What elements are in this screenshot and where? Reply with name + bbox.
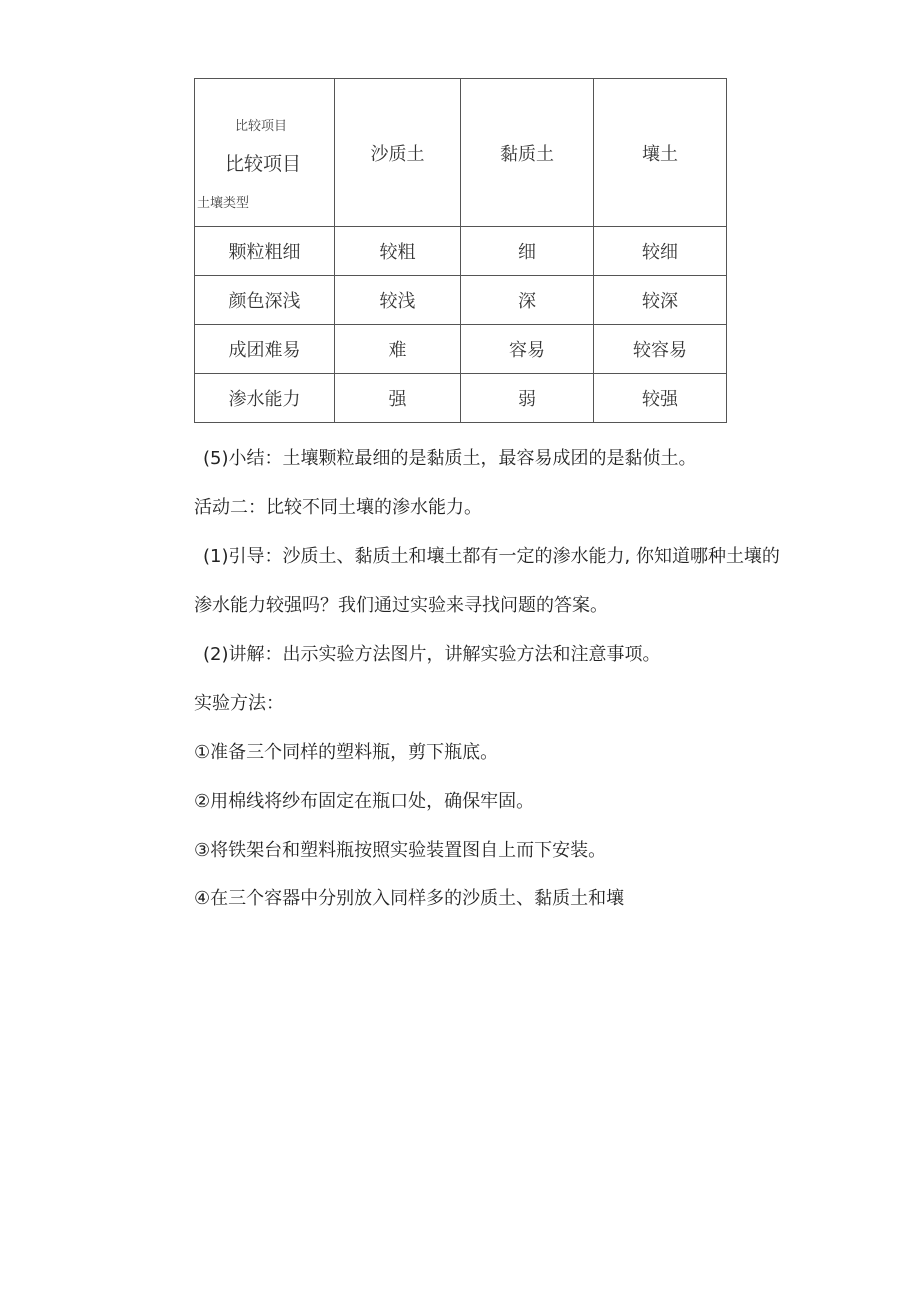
corner-label-soil-type: 土壤类型 xyxy=(197,196,250,211)
table-cell: 较容易 xyxy=(594,325,727,374)
table-row xyxy=(195,374,727,423)
table-cell: 较强 xyxy=(594,374,727,423)
method-step-2: ②用棉线将纱布固定在瓶口处，确保牢固。 xyxy=(194,791,535,812)
row-label: 渗水能力 xyxy=(195,374,335,423)
row-label: 颗粒粗细 xyxy=(195,227,335,276)
table-row xyxy=(195,227,727,276)
table-row xyxy=(195,325,727,374)
table-corner-cell xyxy=(195,79,335,227)
method-title: 实验方法： xyxy=(194,693,284,714)
column-header-sandy: 沙质土 xyxy=(335,79,461,227)
table-cell: 深 xyxy=(461,276,594,325)
row-label: 颜色深浅 xyxy=(195,276,335,325)
corner-label-small: 比较项目 xyxy=(235,119,288,134)
column-header-loam: 壤土 xyxy=(594,79,727,227)
soil-comparison-table xyxy=(194,78,727,423)
guide-paragraph-line1: (1)引导：沙质土、黏质土和壤土都有一定的渗水能力, 你知道哪种土壤的 xyxy=(203,546,780,567)
table-cell: 较细 xyxy=(594,227,727,276)
table-cell: 较浅 xyxy=(335,276,461,325)
table-row xyxy=(195,276,727,325)
table-cell: 较粗 xyxy=(335,227,461,276)
table-cell: 较深 xyxy=(594,276,727,325)
row-label: 成团难易 xyxy=(195,325,335,374)
summary-paragraph: (5)小结：土壤颗粒最细的是黏质土，最容易成团的是黏侦土。 xyxy=(203,448,697,469)
table-cell: 弱 xyxy=(461,374,594,423)
activity-two-heading: 活动二：比较不同土壤的渗水能力。 xyxy=(194,497,482,518)
table-cell: 难 xyxy=(335,325,461,374)
method-step-4: ④在三个容器中分别放入同样多的沙质土、黏质土和壤 xyxy=(194,888,625,909)
corner-label-big: 比较项目 xyxy=(225,153,302,175)
table-cell: 强 xyxy=(335,374,461,423)
guide-paragraph-line2: 渗水能力较强吗？我们通过实验来寻找问题的答案。 xyxy=(194,595,608,616)
method-step-3: ③将铁架台和塑料瓶按照实验装置图自上而下安装。 xyxy=(194,840,607,861)
column-header-clay: 黏质土 xyxy=(461,79,594,227)
method-step-1: ①准备三个同样的塑料瓶，剪下瓶底。 xyxy=(194,742,499,763)
table-header-row xyxy=(195,79,727,227)
explain-paragraph: (2)讲解：出示实验方法图片，讲解实验方法和注意事项。 xyxy=(203,644,661,665)
table-cell: 细 xyxy=(461,227,594,276)
table-cell: 容易 xyxy=(461,325,594,374)
